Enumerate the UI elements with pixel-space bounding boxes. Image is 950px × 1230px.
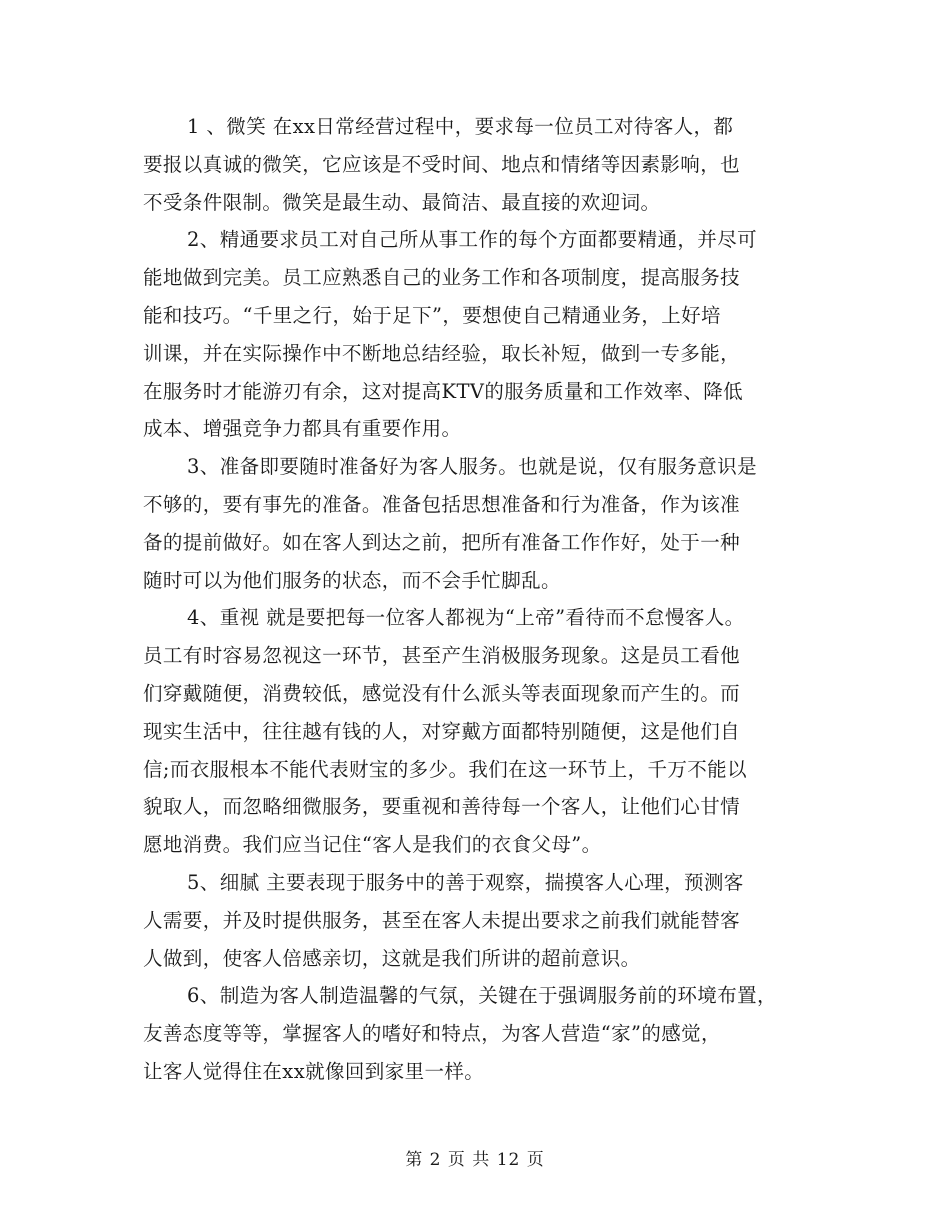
text-line: 员工有时容易忽视这一环节，甚至产生消极服务现象。这是员工看他: [143, 644, 741, 668]
text-line: 4、重视 就是要把每一位客人都视为“上帝”看待而不怠慢客人。: [187, 606, 745, 630]
text-line: 不够的，要有事先的准备。准备包括思想准备和行为准备，作为该准: [143, 492, 741, 516]
text-line: 6、制造为客人制造温馨的气氛，关键在于强调服务前的环境布置，: [187, 984, 777, 1008]
paragraph-attention: [143, 599, 815, 864]
text-line: 信;而衣服根本不能代表财宝的多少。我们在这一环节上，千万不能以: [143, 757, 747, 781]
paragraph-preparation: [143, 448, 815, 599]
text-line: 们穿戴随便，消费较低，感觉没有什么派头等表面现象而产生的。而: [143, 681, 741, 705]
document-body: [143, 108, 815, 1091]
text-line: 训课，并在实际操作中不断地总结经验，取长补短，做到一专多能，: [143, 341, 741, 365]
text-line: 要报以真诚的微笑，它应该是不受时间、地点和情绪等因素影响，也: [143, 152, 741, 176]
text-line: 3、准备即要随时准备好为客人服务。也就是说，仅有服务意识是: [187, 455, 758, 479]
text-line: 友善态度等等，掌握客人的嗜好和特点，为客人营造“家”的感觉，: [143, 1022, 721, 1046]
paragraph-proficiency: [143, 221, 815, 448]
text-line: 5、细腻 主要表现于服务中的善于观察，揣摸客人心理，预测客: [187, 870, 744, 894]
text-line: 随时可以为他们服务的状态，而不会手忙脚乱。: [143, 568, 561, 592]
page-number-footer: 第 2 页 共 12 页: [405, 1150, 545, 1170]
text-line: 人做到，使客人倍感亲切，这就是我们所讲的超前意识。: [143, 946, 641, 970]
text-line: 人需要，并及时提供服务，甚至在客人未提出要求之前我们就能替客: [143, 908, 741, 932]
paragraph-meticulous: [143, 864, 815, 977]
text-line: 现实生活中，往往越有钱的人，对穿戴方面都特别随便，这是他们自: [143, 719, 741, 743]
text-line: 貌取人，而忽略细微服务，要重视和善待每一个客人，让他们心甘情: [143, 795, 741, 819]
text-line: 愿地消费。我们应当记住“客人是我们的衣食父母”。: [143, 833, 602, 857]
text-line: 1 、微笑 在xx日常经营过程中，要求每一位员工对待客人，都: [187, 115, 734, 138]
text-line: 不受条件限制。微笑是最生动、最简洁、最直接的欢迎词。: [143, 190, 661, 214]
text-line: 让客人觉得住在xx就像回到家里一样。: [143, 1059, 485, 1083]
text-line: 能地做到完美。员工应熟悉自己的业务工作和各项制度，提高服务技: [143, 266, 741, 290]
text-line: 能和技巧。“千里之行，始于足下”，要想使自己精通业务，上好培: [143, 303, 721, 327]
paragraph-smile: [143, 108, 815, 221]
paragraph-atmosphere: [143, 977, 815, 1090]
text-line: 备的提前做好。如在客人到达之前，把所有准备工作作好，处于一种: [143, 530, 741, 554]
text-line: 2、精通要求员工对自己所从事工作的每个方面都要精通，并尽可: [187, 228, 758, 252]
text-line: 成本、增强竞争力都具有重要作用。: [143, 417, 462, 441]
text-line: 在服务时才能游刃有余，这对提高KTV的服务质量和工作效率、降低: [143, 379, 744, 403]
